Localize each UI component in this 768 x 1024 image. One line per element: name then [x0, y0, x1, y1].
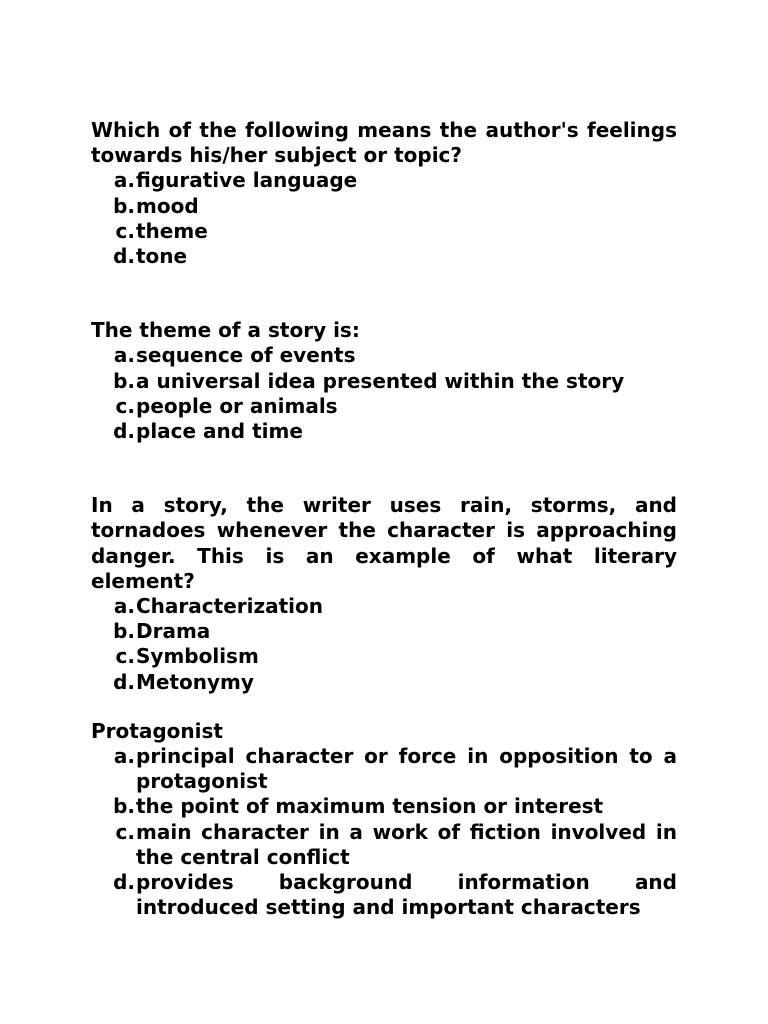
option-text: principal character or force in opposition to a protagonist [136, 744, 677, 794]
option-text: Metonymy [136, 669, 254, 694]
question-stem: Protagonist [91, 718, 223, 743]
option-letter: d. [113, 669, 135, 694]
option-letter: b. [113, 368, 135, 393]
option-text: tone [136, 244, 188, 269]
option-text: Drama [136, 619, 211, 644]
question-stem: Which of the following means the author's feelings towards his/her subject or topic? [91, 118, 677, 168]
option-letter: c. [115, 393, 135, 418]
answer-option [91, 343, 677, 368]
option-text: Symbolism [136, 644, 259, 669]
answer-option [91, 194, 677, 219]
option-text: main character in a work of fiction involved in the central conflict [136, 819, 677, 869]
question-1 [91, 118, 677, 269]
option-text: mood [136, 193, 199, 218]
question-4 [91, 719, 677, 921]
answer-option [91, 594, 677, 619]
option-letter: a. [113, 168, 135, 193]
option-letter: d. [113, 419, 135, 444]
answer-option [91, 870, 677, 920]
option-text: people or animals [136, 393, 338, 418]
question-2 [91, 318, 677, 444]
option-text: a universal idea presented within the story [136, 368, 625, 393]
answer-options [91, 343, 677, 444]
answer-option [91, 168, 677, 193]
option-text: provides background information and introduced setting and important characters [136, 870, 677, 920]
option-text: the point of maximum tension or interest [136, 794, 604, 819]
option-text: theme [136, 218, 208, 243]
answer-option [91, 670, 677, 695]
answer-options [91, 168, 677, 269]
option-letter: c. [115, 218, 135, 243]
answer-option [91, 644, 677, 669]
option-text: Characterization [136, 594, 324, 619]
quiz-page [91, 118, 677, 920]
option-letter: b. [113, 193, 135, 218]
question-stem: In a story, the writer uses rain, storms, and tornadoes whenever the character is approaching danger. This is an example of what literary element? [91, 493, 677, 593]
answer-option [91, 794, 677, 819]
option-letter: c. [115, 644, 135, 669]
option-letter: d. [113, 244, 135, 269]
option-text: figurative language [136, 168, 358, 193]
answer-options [91, 594, 677, 695]
answer-option [91, 394, 677, 419]
option-letter: a. [113, 744, 135, 769]
option-text: sequence of events [136, 343, 356, 368]
answer-option [91, 219, 677, 244]
question-3 [91, 493, 677, 695]
answer-option [91, 820, 677, 870]
question-stem: The theme of a story is: [91, 318, 360, 343]
option-letter: d. [113, 870, 135, 895]
answer-option [91, 244, 677, 269]
option-text: place and time [136, 419, 303, 444]
answer-option [91, 744, 677, 794]
option-letter: a. [113, 343, 135, 368]
answer-option [91, 419, 677, 444]
option-letter: a. [113, 594, 135, 619]
option-letter: b. [113, 619, 135, 644]
answer-option [91, 369, 677, 394]
option-letter: c. [115, 819, 135, 844]
answer-options [91, 744, 677, 920]
answer-option [91, 619, 677, 644]
option-letter: b. [113, 794, 135, 819]
